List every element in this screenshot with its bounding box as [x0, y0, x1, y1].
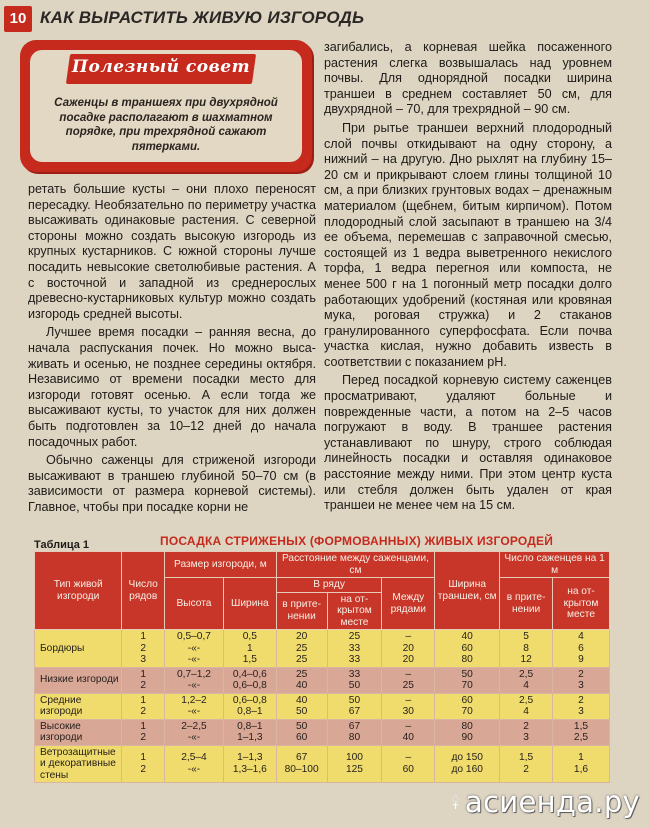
cell-value: -«-	[187, 763, 201, 775]
header-between-rows: Между рядами	[382, 578, 435, 630]
cell-count-open	[553, 693, 610, 719]
cell-value: 67	[348, 720, 361, 732]
cell-value: 1	[140, 668, 147, 680]
cell-value: –	[405, 694, 412, 706]
cell-value: 70	[461, 680, 473, 691]
cell-count-shade	[500, 667, 553, 693]
cell-value: 0,6–0,8	[232, 680, 267, 691]
cell-value: 3	[140, 654, 147, 665]
cell-open	[327, 719, 382, 745]
cell-width	[223, 693, 276, 719]
cell-shade	[276, 719, 327, 745]
header-distance: Расстояние между саженцами, см	[276, 552, 434, 578]
cell-value: 33	[348, 654, 361, 665]
header-count: Число саженцев на 1 м	[500, 552, 610, 578]
cell-value: 1	[578, 752, 584, 764]
watermark-text: асиенда.ру	[465, 785, 640, 819]
cell-value: 67	[295, 752, 308, 764]
cell-value: 1,5	[519, 752, 534, 764]
cell-value: 40	[295, 680, 308, 691]
cell-value: до 160	[451, 763, 483, 775]
cell-value: -«-	[187, 642, 201, 654]
cell-value: 0,4–0,6	[232, 668, 267, 680]
cell-count-shade	[500, 693, 553, 719]
planting-table	[34, 551, 610, 783]
cell-height	[165, 745, 224, 783]
header-count-open: на открытом месте	[553, 578, 610, 630]
cell-value: 12	[520, 654, 532, 665]
cell-value: –	[405, 668, 412, 680]
cell-value: 0,7–1,2	[176, 668, 211, 680]
site-logo-icon	[450, 785, 461, 819]
cell-value: 1,6	[573, 763, 589, 775]
cell-value: 1	[140, 720, 147, 732]
cell-value: 3	[578, 706, 584, 717]
left-paragraph-2: Лучшее время посадки – ранняя весна, до начала распускания почек. Но можно высаживать и осенью, не позднее середины октября. Независимо от времени посадки место для изгороди готовят осенью. А если тогда же высаживают кусты, то участок для них должен быть подготовлен за 10–12 дней до начала посадочных работ.	[28, 325, 316, 449]
cell-value: 2,5	[519, 668, 534, 680]
cell-type: Высокие изгороди	[35, 719, 122, 745]
cell-between-rows	[382, 667, 435, 693]
cell-value: 80	[461, 720, 473, 732]
cell-value: 50	[295, 720, 308, 732]
cell-value: 20	[295, 631, 308, 642]
cell-value: 33	[348, 668, 361, 680]
cell-trench-width	[435, 667, 500, 693]
cell-count-shade	[500, 719, 553, 745]
cell-value: 4	[523, 680, 529, 691]
cell-value: –	[405, 752, 412, 764]
cell-value: 0,5	[242, 631, 257, 642]
cell-value: 1,5	[242, 654, 257, 665]
cell-value: 40	[402, 732, 414, 743]
cell-value: 1–1,3	[237, 732, 263, 743]
page-number: 10	[4, 6, 32, 32]
cell-value: 0,6–0,8	[232, 694, 267, 706]
table-label: Таблица 1	[34, 539, 90, 551]
cell-value: 1	[140, 694, 147, 706]
cell-value: 20	[402, 642, 414, 654]
table-row	[35, 667, 610, 693]
cell-value: -«-	[187, 680, 201, 691]
cell-value: 70	[461, 706, 473, 717]
cell-value: 50	[461, 668, 473, 680]
cell-value: до 150	[451, 752, 483, 764]
cell-between-rows	[382, 745, 435, 783]
cell-count-shade	[500, 630, 553, 668]
cell-value: 3	[523, 732, 529, 743]
cell-value: 80–100	[284, 763, 319, 775]
cell-rows	[122, 667, 165, 693]
cell-value: 80	[461, 654, 473, 665]
cell-value: 2,5	[573, 732, 589, 743]
cell-width	[223, 745, 276, 783]
cell-count-shade	[500, 745, 553, 783]
cell-value: 33	[348, 642, 361, 654]
cell-value: 1–1,3	[237, 752, 263, 764]
cell-value: 1,3–1,6	[232, 763, 267, 775]
table-row	[35, 630, 610, 668]
right-paragraph-3: Перед посадкой корневую систему саженцев просматривают, удаляют больные и поврежденные части, а потом на 2–5 часов погружают в воду. В траншее растения устанавливают по шнуру, строго соблюдая линейность посадки и оставляя одинаковое расстояние между ними. При этом центр куста или стебля должен быть удален от края траншеи не менее чем на 15 см.	[324, 373, 612, 513]
cell-value: 2	[523, 720, 529, 732]
left-column	[28, 182, 316, 518]
cell-value: 2	[140, 680, 147, 691]
cell-open	[327, 745, 382, 783]
cell-height	[165, 667, 224, 693]
header-trench-width: Ширина траншеи, см	[435, 552, 500, 630]
cell-rows	[122, 745, 165, 783]
cell-value: 9	[578, 654, 584, 665]
cell-value: 1	[247, 642, 253, 654]
cell-value: 80	[348, 732, 361, 743]
header-count-shade: в притенении	[500, 578, 553, 630]
tip-box	[20, 40, 312, 172]
cell-count-open	[553, 745, 610, 783]
cell-width	[223, 667, 276, 693]
cell-open	[327, 667, 382, 693]
header-size: Размер изгороди, м	[165, 552, 277, 578]
cell-value: 125	[345, 763, 363, 775]
cell-value: 25	[348, 631, 361, 642]
cell-value: 50	[348, 680, 361, 691]
cell-value: 5	[523, 631, 529, 642]
cell-value: -«-	[187, 654, 201, 665]
cell-height	[165, 693, 224, 719]
cell-rows	[122, 630, 165, 668]
cell-value: 2	[578, 694, 584, 706]
cell-value: 2	[140, 732, 147, 743]
cell-type: Ветрозащитные и декоративные стены	[35, 745, 122, 783]
cell-value: 6	[578, 642, 584, 654]
cell-value: 40	[461, 631, 473, 642]
cell-value: 2	[140, 642, 147, 654]
table-title: ПОСАДКА СТРИЖЕНЫХ (ФОРМОВАННЫХ) ЖИВЫХ ИЗГОРОДЕЙ	[160, 534, 554, 548]
cell-height	[165, 719, 224, 745]
cell-height	[165, 630, 224, 668]
cell-value: 2	[578, 668, 584, 680]
table-row	[35, 719, 610, 745]
cell-trench-width	[435, 630, 500, 668]
cell-shade	[276, 745, 327, 783]
table-row	[35, 745, 610, 783]
cell-value: 60	[402, 763, 414, 775]
cell-shade	[276, 693, 327, 719]
cell-value: 4	[523, 706, 529, 717]
cell-value: 2,5	[519, 694, 534, 706]
left-paragraph-3: Обычно саженцы для стриженой изгороди высаживают в траншею глубиной 50–70 см (в зависимости от размера корневой системы). Главное, чтобы при посадке корни не	[28, 453, 316, 514]
cell-value: 25	[295, 642, 308, 654]
cell-trench-width	[435, 719, 500, 745]
cell-value: 25	[295, 668, 308, 680]
cell-value: 1,2–2	[181, 694, 207, 706]
cell-value: –	[405, 631, 412, 642]
cell-rows	[122, 693, 165, 719]
cell-count-open	[553, 719, 610, 745]
cell-open	[327, 693, 382, 719]
cell-value: 2,5–4	[181, 752, 207, 764]
cell-open	[327, 630, 382, 668]
cell-value: 50	[348, 694, 361, 706]
cell-value: 50	[295, 706, 308, 717]
cell-value: 2	[140, 706, 147, 717]
page-header-title: КАК ВЫРАСТИТЬ ЖИВУЮ ИЗГОРОДЬ	[40, 8, 365, 27]
cell-between-rows	[382, 719, 435, 745]
cell-width	[223, 719, 276, 745]
cell-value: 40	[295, 694, 308, 706]
cell-value: 25	[295, 654, 308, 665]
cell-value: 67	[348, 706, 361, 717]
header-type: Тип живой изгороди	[35, 552, 122, 630]
cell-value: -«-	[187, 732, 201, 743]
cell-value: -«-	[187, 706, 201, 717]
header-shade: в притенении	[276, 592, 327, 630]
cell-value: 0,5–0,7	[176, 631, 211, 642]
cell-value: 3	[578, 680, 584, 691]
header-rows: Число рядов	[122, 552, 165, 630]
header-height: Высота	[165, 578, 224, 630]
left-paragraph-1: ретать большие кусты – они плохо переносят пересадку. Необязательно по периметру участка высаживать одинаковые растения. С северной стороны можно создать высокую изгородь из крупных кустарников. С южной стороны лучше посадить невысокие светолюбивые растения. А с восточной и западной из среднерослых древесно-кустарниковых культур можно создать изгородь средней высоты.	[28, 182, 316, 321]
cell-value: 60	[461, 642, 473, 654]
cell-value: 0,8–1	[237, 706, 263, 717]
cell-value: 30	[402, 706, 414, 717]
cell-value: 60	[461, 694, 473, 706]
cell-value: 4	[578, 631, 584, 642]
cell-type: Бордюры	[35, 630, 122, 668]
cell-value: 1	[140, 752, 147, 764]
watermark	[450, 783, 640, 821]
table-row	[35, 693, 610, 719]
tip-text: Саженцы в траншеях при двухрядной посадке располагают в шахматном порядке, при трехрядной сажают пятерками.	[54, 97, 278, 153]
header-width: Ширина	[223, 578, 276, 630]
cell-count-open	[553, 630, 610, 668]
cell-between-rows	[382, 630, 435, 668]
cell-count-open	[553, 667, 610, 693]
tip-title: Полезный совет	[71, 57, 251, 77]
table-body	[35, 630, 610, 783]
cell-width	[223, 630, 276, 668]
cell-rows	[122, 719, 165, 745]
cell-value: 2	[523, 763, 529, 775]
cell-value: 1,5	[573, 720, 589, 732]
cell-value: 20	[402, 654, 414, 665]
header-in-row: В ряду	[276, 578, 382, 593]
cell-value: 0,8–1	[237, 720, 263, 732]
cell-value: 90	[461, 732, 473, 743]
right-column	[324, 40, 612, 517]
right-paragraph-2: При рытье траншеи верхний плодородный слой почвы откидывают на одну сторону, а нижний – на другую. Дно рыхлят на глубину 15–20 см и прикрывают слоем глины толщиной 10 см, а при близких грунтовых водах – дренажным материалом (щебнем, битым кирпичом). Потом плодородный слой засыпают в траншею на 3/4 ее объема, перемешав с заправочной смесью, состоящей из 1 ведра выветренного некислого торфа, 1 ведра перегноя или компоста, не менее 500 г на 1 погонный метр посадки долго работающих удобрений (костяная или кровяная мука, роговая стружка) и 2 стаканов гранулированного суперфосфата. Если почва участка кислая, нужно добавить известь в соответствии с показанием pH.	[324, 120, 612, 369]
cell-value: –	[405, 720, 412, 732]
cell-value: 8	[523, 642, 529, 654]
cell-between-rows	[382, 693, 435, 719]
header-open: на открытом месте	[327, 592, 382, 630]
cell-value: 60	[295, 732, 308, 743]
cell-value: 2	[140, 763, 147, 775]
cell-trench-width	[435, 745, 500, 783]
cell-type: Низкие изгороди	[35, 667, 122, 693]
right-paragraph-1: загибались, а корневая шейка посаженного растения слегка возвышалась над уровнем почвы. Для однорядной посадки ширина траншеи в среднем составляет 50 см, для двухрядной – 70, для трехрядной – 90 см.	[324, 40, 612, 117]
cell-shade	[276, 630, 327, 668]
cell-type: Средние изгороди	[35, 693, 122, 719]
cell-value: 100	[345, 752, 363, 764]
cell-value: 1	[140, 631, 147, 642]
cell-value: 25	[402, 680, 414, 691]
cell-shade	[276, 667, 327, 693]
cell-value: 2–2,5	[181, 720, 207, 732]
cell-trench-width	[435, 693, 500, 719]
